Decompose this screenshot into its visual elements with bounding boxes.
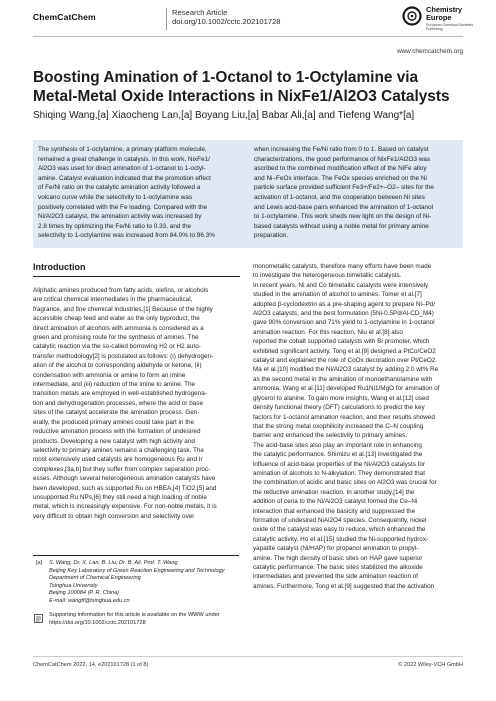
affiliation-line: E-mail: wangtf@tsinghua.edu.cn [49, 597, 130, 604]
logo-subtitle: European Chemical Societies Publishing [426, 23, 474, 31]
body-right-line: adopted β-cyclodextrin as a pre-shaping agent to prepare Ni–Pd/ [253, 300, 436, 308]
body-left-line: accessible cheap feed and water as the only byproduct, the [33, 315, 200, 323]
body-right-line: amination reaction. For this reaction, Niu et al.[8] also [253, 328, 403, 336]
chemistry-europe-logo [402, 5, 472, 33]
body-right-line: factors for 1-octanol amination reaction, and their results showed [253, 413, 435, 421]
body-right-line: as the second metal in the amination of monoethanolamine with [253, 375, 433, 383]
logo-ring-icon [402, 6, 422, 26]
body-right-line: intermediates and prevented the side amination reaction of [253, 573, 419, 581]
body-right-line: Al2O3 catalysts, and the best formulation (5Ni-0.5Pd/Al-CD_M4) [253, 310, 434, 318]
body-right-line: Ma et al.[10] modified the Ni/Al2O3 catalyst by adding 2.0 wt% Re [253, 366, 439, 374]
title-line-2: Metal-Metal Oxide Interactions in NixFe1/Al2O3 Catalysts [33, 88, 450, 105]
body-left-line: tion and dehydrogenation processes, where the acid or base [33, 399, 203, 407]
body-left-line: catalytic reaction via the so-called borrowing H2 or H2 auto- [33, 343, 201, 351]
body-left-line: transfer methodology[2] is postulated as follows: (i) dehydrogen- [33, 352, 214, 360]
supporting-info-line: Supporting information for this article is available on the WWW under [49, 612, 220, 618]
affiliation-marker: [a] [36, 560, 43, 566]
logo-line2: Europe [426, 13, 452, 22]
body-left-column [33, 286, 239, 521]
body-left-line: condensation with ammonia or amine to form an imine [33, 371, 186, 379]
footer-citation: ChemCatChem 2022, 14, e202101728 (1 of 8) [33, 662, 149, 668]
body-right-line: reported the cobalt supported catalysts with Bi promoter, which [253, 338, 430, 346]
body-left-line: intermediate, and (iii) reduction of the imine to amine. The [33, 381, 196, 389]
body-left-line: complexes,[3a,b] but they suffer from complex separation proc- [33, 465, 211, 473]
header-divider [166, 8, 167, 30]
abstract-line: volcano curve while the selectivity to 1-octylamine was [38, 193, 193, 201]
body-left-line: very difficult to obtain high conversion and selectivity over [33, 512, 195, 520]
logo-name [426, 6, 462, 22]
affiliation-line: Tsinghua University [49, 582, 98, 589]
body-left-line: Aliphatic amines produced from fatty acids, olefins, or alcohols [33, 287, 209, 294]
body-right-line: gave 90% conversion and 71% yield to 1-octylamine in 1-octanol [253, 319, 435, 327]
heading-rule [33, 276, 240, 277]
abstract-line: remained a great challenge in catalysis. In this work, NixFe1/ [38, 155, 210, 163]
body-left-line: unsupported Ru NPs,[6] they still need a high loading of noble [33, 493, 207, 501]
body-right-line: influence of acid-base properties of the Ni/Al2O3 catalysts for [253, 460, 426, 468]
body-right-line: the combination of acidic and basic sites on Al2O3 was crucial for [253, 479, 437, 487]
abstract-line: Ni/Al2O3 catalyst, the amination activity was increased by [38, 213, 202, 221]
body-right-line: the reductive amination reaction. In another study,[14] the [253, 488, 415, 496]
body-left-line: transition metals are employed in well-established hydrogena- [33, 390, 207, 398]
body-right-line: catalyst and explained the role of CoOx decoration over Pt/CeO2. [253, 357, 438, 365]
article-title [33, 68, 463, 106]
body-right-line: barrier and enhanced the selectivity to primary amines. [253, 432, 408, 440]
body-right-line: that the strong metal oxophilicity increased the C–N coupling [253, 422, 424, 430]
supporting-info-line: https://doi.org/10.1002/cctc.202101728 [49, 619, 146, 626]
body-left-line: products. Developing a new catalyst with high activity and [33, 437, 195, 445]
body-left-line: sites of the catalyst accelerate the amination process. Gen- [33, 409, 200, 417]
body-left-line: been developed, such as supported Ru on HBEA,[4] TiO2,[5] and [33, 484, 217, 492]
abstract-line: particle surface provided sufficient Fe3+/Fe2+–O2– sites for the [254, 184, 434, 192]
body-right-line: amines. Furthermore, Tong et al.[9] suggested that the activation [253, 582, 435, 590]
body-right-line: studied in the amination of alcohol to amines. Tomer et al.[7] [253, 291, 422, 299]
supporting-info-icon [34, 614, 43, 623]
affiliation-line: Beijing 100084 (P. R. China) [49, 590, 120, 597]
body-left-line: green and promising route for the synthesis of amines. The [33, 334, 199, 342]
body-right-line: formation of undesired NiAl2O4 species. Consequently, nickel [253, 516, 427, 524]
doi-link[interactable]: doi.org/10.1002/cctc.202101728 [172, 17, 281, 26]
journal-website[interactable]: www.chemcatchem.org [396, 48, 463, 55]
body-left-line: most extensively used catalysts are homogeneous Ru and Ir [33, 456, 203, 464]
affiliation-line: Department of Chemical Engineering [49, 575, 141, 582]
body-left-line: metal, which is increasingly expensive. For non-noble metals, it is [33, 503, 217, 511]
body-left-line: esses. Although several heterogeneous amination catalysts have [33, 475, 216, 483]
abstract-line: to 1-octylamine. This work sheds new light on the design of Ni- [254, 213, 432, 221]
abstract-left-column [38, 145, 242, 241]
abstract-line: positively correlated with the Fe loading. Compared with the [38, 203, 208, 211]
affiliation-line: Beijing Key Laboratory of Green Reaction Engineering and Technology [49, 567, 225, 574]
footnote-rule [33, 555, 239, 556]
body-right-line: oxide of the catalyst was easy to reduce, which enhanced the [253, 526, 426, 534]
abstract-right-column [254, 145, 458, 241]
logo-line1: Chemistry [426, 5, 463, 14]
abstract-line: and Lewis acid-base pairs enhanced the amination of 1-octanol [254, 203, 434, 211]
body-right-column [253, 262, 459, 591]
affiliation-block [49, 560, 225, 606]
body-left-line: ation of the alcohol to corresponding aldehyde or ketone, (ii) [33, 362, 202, 370]
abstract-line: amine. Catalyst evaluation indicated that the promotion effect [38, 174, 211, 182]
header-rule [33, 36, 463, 37]
abstract-line: and Ni–FeOx interface. The FeOx species enriched on the Ni [254, 174, 427, 182]
abstract-line: The synthesis of 1-octylamine, a primary platform molecule, [38, 146, 207, 153]
body-right-line: exhibited significant activity. Tong et al.[9] designed a PtCo/CeO2 [253, 347, 436, 355]
body-right-line: interaction that enhanced the basicity and suppressed the [253, 507, 416, 515]
body-left-line: erally, the produced primary amines could take part in the [33, 418, 195, 426]
author-list: Shiqing Wang,[a] Xiaocheng Lan,[a] Boyang Liu,[a] Babar Ali,[a] and Tiefeng Wang*[a] [33, 110, 415, 121]
abstract-line: ascribed to the combined modification effect of the NiFe alloy [254, 165, 427, 173]
abstract-line: preparation. [254, 232, 289, 240]
abstract-line: selectivity to 1-octylamine was increased from 84.0% to 96.3% [38, 232, 215, 240]
body-left-line: reductive amination process with the formation of undesired [33, 428, 201, 436]
abstract-line: based catalysts without using a noble metal for primary amine [254, 222, 429, 230]
body-right-line: catalytic activity. Ho et al.[15] studied the Ni-supported hydrox- [253, 535, 429, 543]
body-right-line: glycerol to alanine. To gain more insights, Wang et al.[12] used [253, 394, 429, 402]
body-right-line: The acid-base sites also play an important role in enhancing [253, 441, 422, 449]
affiliation-line: S. Wang, Dr. X. Lan, B. Liu, Dr. B. Ali, Prof. T. Wang [49, 560, 178, 566]
body-right-line: catalytic performance. The basic sites stabilized the alkoxide [253, 564, 423, 571]
body-right-line: the catalytic performance. Shimizu et al.[13] investigated the [253, 451, 423, 459]
footer-rule [33, 656, 463, 657]
abstract-line: 2.8 times by optimizing the Fe/Ni ratio to 0.33, and the [38, 222, 192, 230]
body-left-line: direct amination of alcohols with ammonia is considered as a [33, 324, 204, 332]
body-right-line: yapatite catalyst (Ni/HAP) for propanol amination to propyl- [253, 545, 419, 553]
abstract-box [33, 140, 463, 248]
journal-name: ChemCatChem [33, 12, 96, 22]
body-right-line: amine. The high density of basic sites on HAP gave superior [253, 554, 423, 562]
body-left-line: fragrance, and fine chemical industries.[1] Because of the highly [33, 305, 213, 313]
abstract-line: of Fe/Ni ratio on the catalytic amination activity followed a [38, 184, 201, 192]
article-type: Research Article [172, 8, 228, 17]
abstract-line: when increasing the Fe/Ni ratio from 0 to 1. Based on catalyst [254, 146, 429, 153]
body-right-line: In recent years, Ni and Co bimetallic catalysts were intensively [253, 281, 429, 289]
supporting-info-note [49, 612, 220, 627]
body-right-line: ammonia. Wang et al.[11] developed Ru1Ni1/MgO for amination of [253, 385, 440, 393]
footer-copyright: © 2022 Wiley-VCH GmbH [398, 662, 463, 668]
abstract-line: characterizations, the good performance of NixFe1/Al2O3 was [254, 155, 431, 163]
body-right-line: addition of ceria to the Ni/Al2O3 catalyst formed the Ce–Ni [253, 498, 418, 506]
body-right-line: amination of alcohols to N-alkylation. They demonstrated that [253, 469, 425, 477]
title-line-1: Boosting Amination of 1-Octanol to 1-Octylamine via [33, 69, 419, 86]
body-right-line: monometallic catalysts, therefore many efforts have been made [253, 263, 432, 270]
abstract-line: activation of 1-octanol, and the cooperation between Ni sites [254, 193, 425, 201]
body-left-line: are critical chemical intermediates in the pharmaceutical, [33, 296, 193, 304]
body-left-line: selectivity to primary amines remains a challenging task. The [33, 446, 204, 454]
body-right-line: density functional theory (DFT) calculations to predict the key [253, 404, 425, 412]
abstract-line: Al2O3 was used for direct amination of 1-octanol to 1-octyl- [38, 165, 206, 173]
body-right-line: to investigate the heterogeneous bimetallic catalysts. [253, 272, 402, 280]
section-heading-introduction: Introduction [33, 262, 86, 272]
